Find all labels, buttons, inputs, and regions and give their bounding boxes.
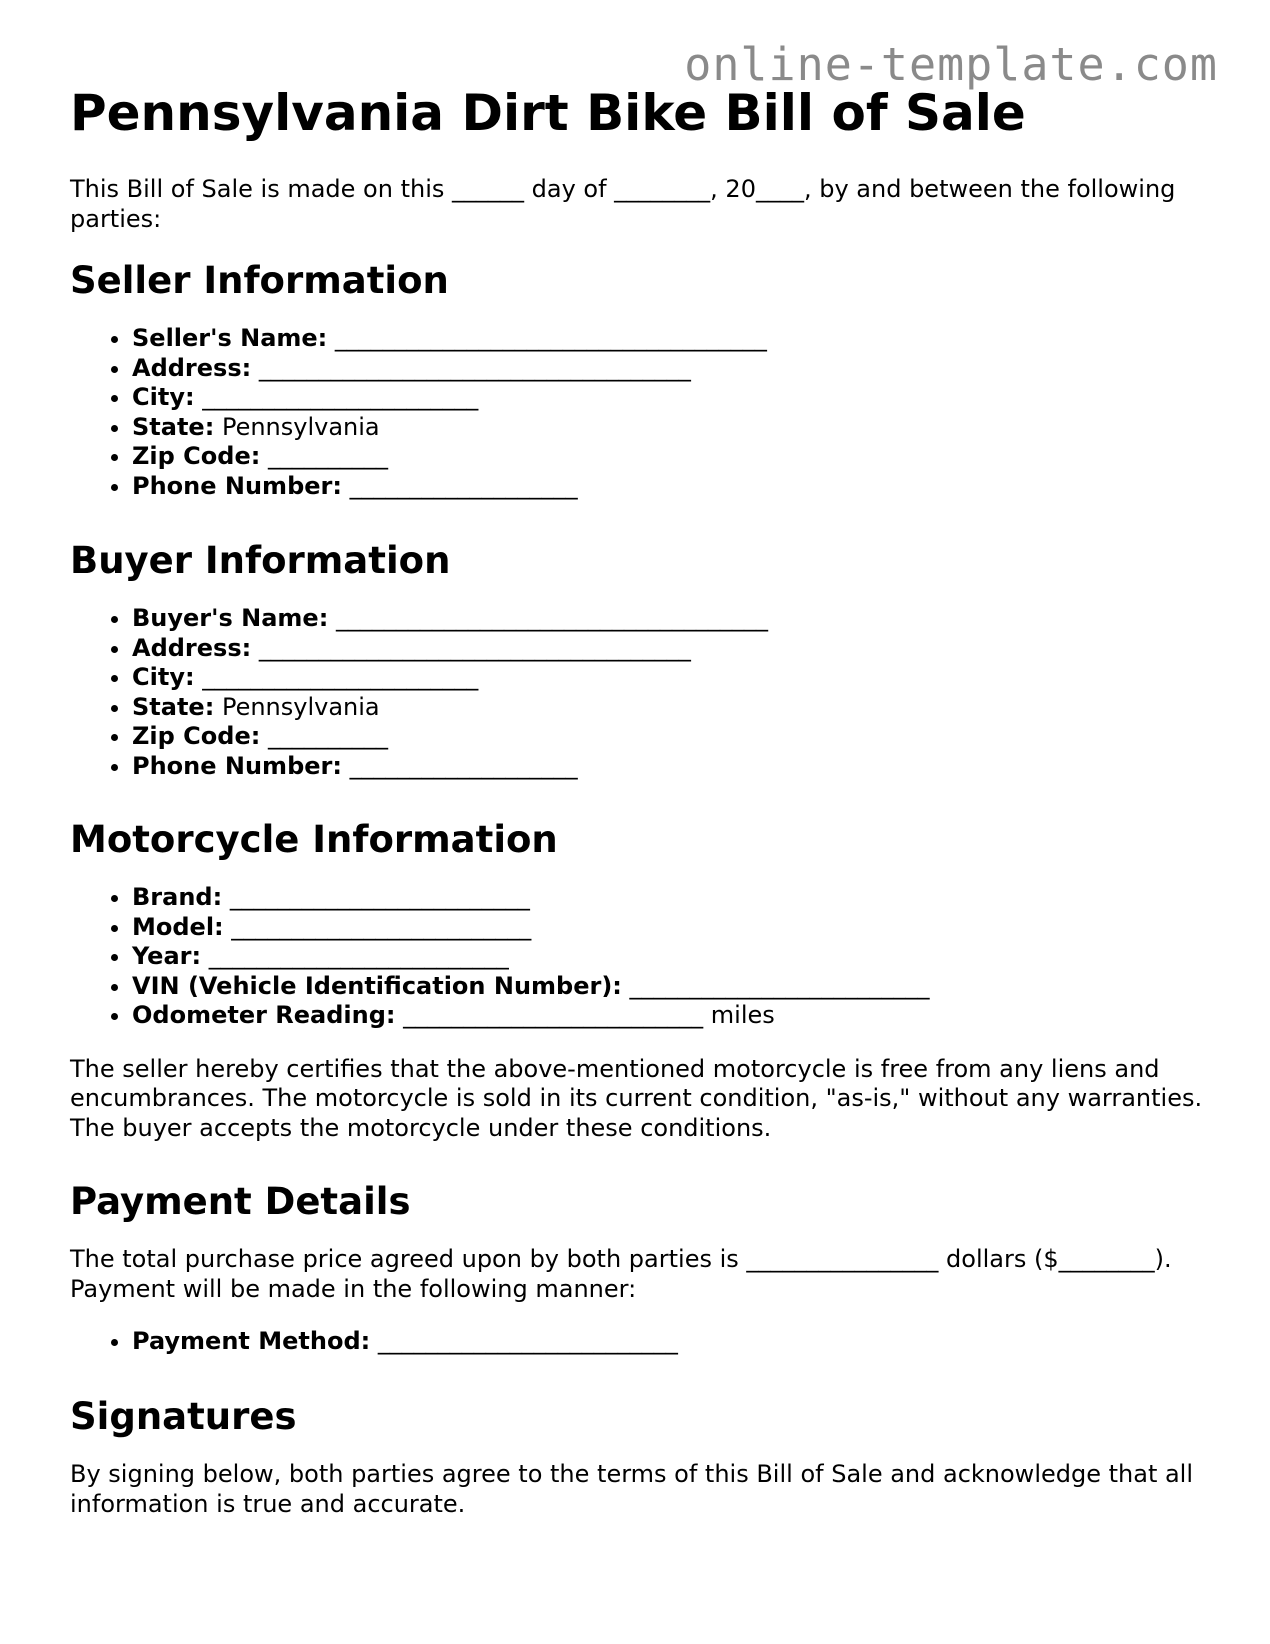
payment-method-field xyxy=(132,1327,1210,1357)
seller-field-list xyxy=(70,324,1210,501)
field-value: _________________________ xyxy=(377,1327,678,1355)
watermark: online-template.com xyxy=(684,38,1218,91)
field-label: Address: xyxy=(132,633,252,662)
seller-name-field xyxy=(132,324,1210,354)
buyer-state-field xyxy=(132,693,1210,723)
motorcycle-odometer-field xyxy=(132,1001,1210,1031)
field-value: __________ xyxy=(267,722,388,750)
motorcycle-vin-field xyxy=(132,972,1210,1002)
buyer-address-field xyxy=(132,634,1210,664)
field-label: Brand: xyxy=(132,883,223,911)
seller-heading: Seller Information xyxy=(70,259,449,302)
field-label: Payment Method: xyxy=(132,1327,371,1355)
field-label: State: xyxy=(132,692,215,721)
field-value: _________________________ xyxy=(629,971,930,1000)
field-label: Zip Code: xyxy=(132,722,261,750)
intro-section xyxy=(70,175,1210,234)
motorcycle-year-field xyxy=(132,942,1210,972)
motorcycle-section xyxy=(70,818,1210,1143)
field-value: _________________________ xyxy=(231,912,532,941)
buyer-field-list xyxy=(70,604,1210,781)
signatures-heading: Signatures xyxy=(70,1395,297,1438)
field-label: City: xyxy=(132,663,195,691)
page-title: Pennsylvania Dirt Bike Bill of Sale xyxy=(70,84,1026,142)
field-label: Odometer Reading: xyxy=(132,1001,396,1029)
field-label: Seller's Name: xyxy=(132,324,328,352)
field-label: Zip Code: xyxy=(132,442,261,470)
field-label: Phone Number: xyxy=(132,751,342,780)
motorcycle-model-field xyxy=(132,913,1210,943)
signatures-paragraph: By signing below, both parties agree to the terms of this Bill of Sale and acknowledge that all information is true and accurate. xyxy=(70,1460,1194,1518)
field-value: ____________________________________ xyxy=(335,604,768,632)
payment-section xyxy=(70,1180,1210,1357)
field-label: Address: xyxy=(132,353,252,382)
seller-zip-field xyxy=(132,442,1210,472)
field-label: Buyer's Name: xyxy=(132,604,329,632)
field-value: ___________________ xyxy=(349,751,578,780)
field-label: Phone Number: xyxy=(132,471,342,500)
buyer-heading: Buyer Information xyxy=(70,539,451,582)
motorcycle-heading: Motorcycle Information xyxy=(70,818,558,861)
buyer-phone-field xyxy=(132,752,1210,782)
buyer-section xyxy=(70,539,1210,781)
field-label: Year: xyxy=(132,942,202,970)
buyer-city-field xyxy=(132,663,1210,693)
motorcycle-brand-field xyxy=(132,883,1210,913)
certification-paragraph: The seller hereby certifies that the above-mentioned motorcycle is free from any liens and encumbrances. The motorcycle is sold in its current condition, "as-is," without any warranties. The buyer accepts the motorcycle under these conditions. xyxy=(70,1054,1203,1142)
seller-section xyxy=(70,259,1210,501)
payment-paragraph: The total purchase price agreed upon by both parties is ________________ dollars ($________). Payment will be made in the following manner: xyxy=(70,1245,1172,1303)
field-value: ____________________________________ xyxy=(258,633,691,662)
field-value: ____________________________________ xyxy=(258,353,691,382)
field-value: Pennsylvania xyxy=(221,412,380,441)
signatures-section xyxy=(70,1395,1210,1519)
seller-phone-field xyxy=(132,472,1210,502)
field-value: _______________________ xyxy=(202,383,479,411)
motorcycle-field-list xyxy=(70,883,1210,1031)
seller-city-field xyxy=(132,383,1210,413)
intro-paragraph: This Bill of Sale is made on this ______ day of ________, 20____, by and between the following parties: xyxy=(70,175,1176,233)
field-value: ____________________________________ xyxy=(334,324,767,352)
field-value: ___________________ xyxy=(349,471,578,500)
seller-address-field xyxy=(132,354,1210,384)
field-value: _________________________ xyxy=(208,942,509,970)
buyer-name-field xyxy=(132,604,1210,634)
field-value: _______________________ xyxy=(202,663,479,691)
seller-state-field xyxy=(132,413,1210,443)
field-value: _________________________ xyxy=(229,883,530,911)
field-label: VIN (Vehicle Identification Number): xyxy=(132,971,622,1000)
buyer-zip-field xyxy=(132,722,1210,752)
payment-heading: Payment Details xyxy=(70,1180,411,1223)
field-value: __________ xyxy=(267,442,388,470)
field-label: Model: xyxy=(132,912,224,941)
field-value: Pennsylvania xyxy=(221,692,380,721)
payment-field-list xyxy=(70,1327,1210,1357)
field-value: _________________________ miles xyxy=(403,1001,775,1029)
field-label: State: xyxy=(132,412,215,441)
field-label: City: xyxy=(132,383,195,411)
